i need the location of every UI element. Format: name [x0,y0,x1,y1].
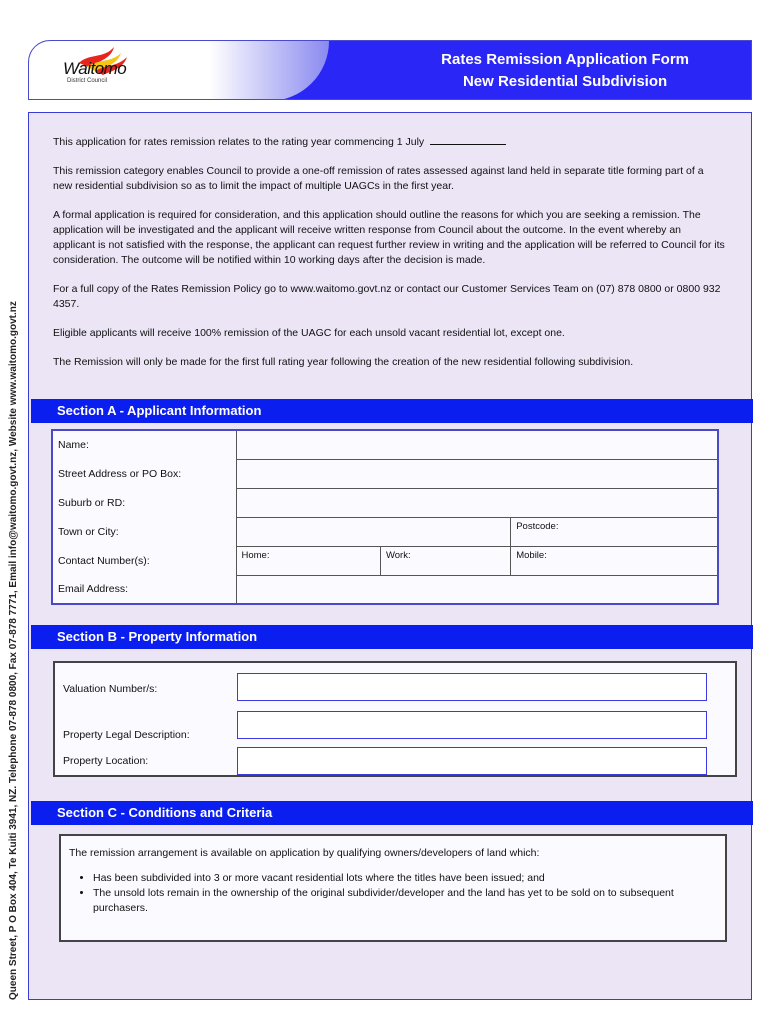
street-label: Street Address or PO Box: [52,459,236,488]
location-label: Property Location: [63,755,149,767]
property-box [53,661,737,777]
mobile-phone-field[interactable]: Mobile: [511,546,718,575]
criteria-item: • Has been subdivided into 3 or more vacant residential lots where the titles have been issued; and [93,871,717,886]
suburb-label: Suburb or RD: [52,488,236,517]
name-label: Name: [52,430,236,459]
legal-description-field[interactable] [237,711,707,739]
street-field[interactable] [236,459,718,488]
form-panel [28,112,752,1000]
suburb-field[interactable] [236,488,718,517]
valuation-field[interactable] [237,673,707,701]
section-b-header: Section B - Property Information [31,625,753,649]
intro-text [53,135,725,384]
name-field[interactable] [236,430,718,459]
applicant-table [51,429,719,605]
intro-paragraph: The Remission will only be made for the first full rating year following the creation of the new residential following subdivision. [53,356,634,368]
email-label: Email Address: [52,575,236,604]
contact-label: Contact Number(s): [52,546,236,575]
contact-details: Queen Street, P O Box 404, Te Kuiti 3941, NZ. Telephone 07-878 0800, Fax 07-878 7771, Email info@waitomo.govt.nz, Website www.waitomo.govt.nz [8,301,19,1000]
home-phone-field[interactable]: Home: [236,546,380,575]
form-title [441,49,689,93]
section-a-header: Section A - Applicant Information [31,399,753,423]
postcode-field[interactable]: Postcode: [511,517,718,546]
logo-name: Waitomo [63,59,127,78]
intro-paragraph: For a full copy of the Rates Remission Policy go to www.waitomo.govt.nz or contact our Customer Services Team on (07) 878 0800 or 0800 932 4357. [53,283,721,310]
title-line-2: New Residential Subdivision [462,73,668,90]
intro-paragraph: This remission category enables Council to provide a one-off remission of rates assessed against land held in separate title forming part of a new residential subdivision so as to limit the impact of multiple UAGCs in the first year. [53,165,704,192]
criteria-item: • The unsold lots remain in the ownership of the original subdivider/developer and the land has yet to be sold on to subsequent purchasers. [93,886,717,916]
location-field[interactable] [237,747,707,775]
intro-rating-year [53,135,725,150]
title-line-1: Rates Remission Application Form [441,51,689,68]
intro-paragraph: A formal application is required for consideration, and this application should outline the reasons for which you are seeking a remission. The application will be investigated and the applicant will receive written response from Council about the outcome. In the event whereby an applicant is not satisfied with the response, the applicant can request further review in writing and the application will be referred to Council for its consideration. The outcome will be notified within 10 working days after the decision is made. [53,209,725,266]
logo-subtitle: District Council [67,78,108,84]
rating-year-blank[interactable] [430,144,506,145]
town-label: Town or City: [52,517,236,546]
intro-line: This application for rates remission relates to the rating year commencing 1 July [53,136,425,148]
section-c-header: Section C - Conditions and Criteria [31,801,753,825]
intro-paragraph: Eligible applicants will receive 100% remission of the UAGC for each unsold vacant residential lot, except one. [53,327,565,339]
work-phone-field[interactable]: Work: [380,546,510,575]
town-field[interactable] [236,517,511,546]
criteria-intro: The remission arrangement is available on application by qualifying owners/developers of land which: [69,847,540,859]
criteria-box [59,834,727,942]
header-banner [28,40,752,100]
legal-description-label: Property Legal Description: [63,729,190,741]
email-field[interactable] [236,575,718,604]
valuation-label: Valuation Number/s: [63,683,158,695]
